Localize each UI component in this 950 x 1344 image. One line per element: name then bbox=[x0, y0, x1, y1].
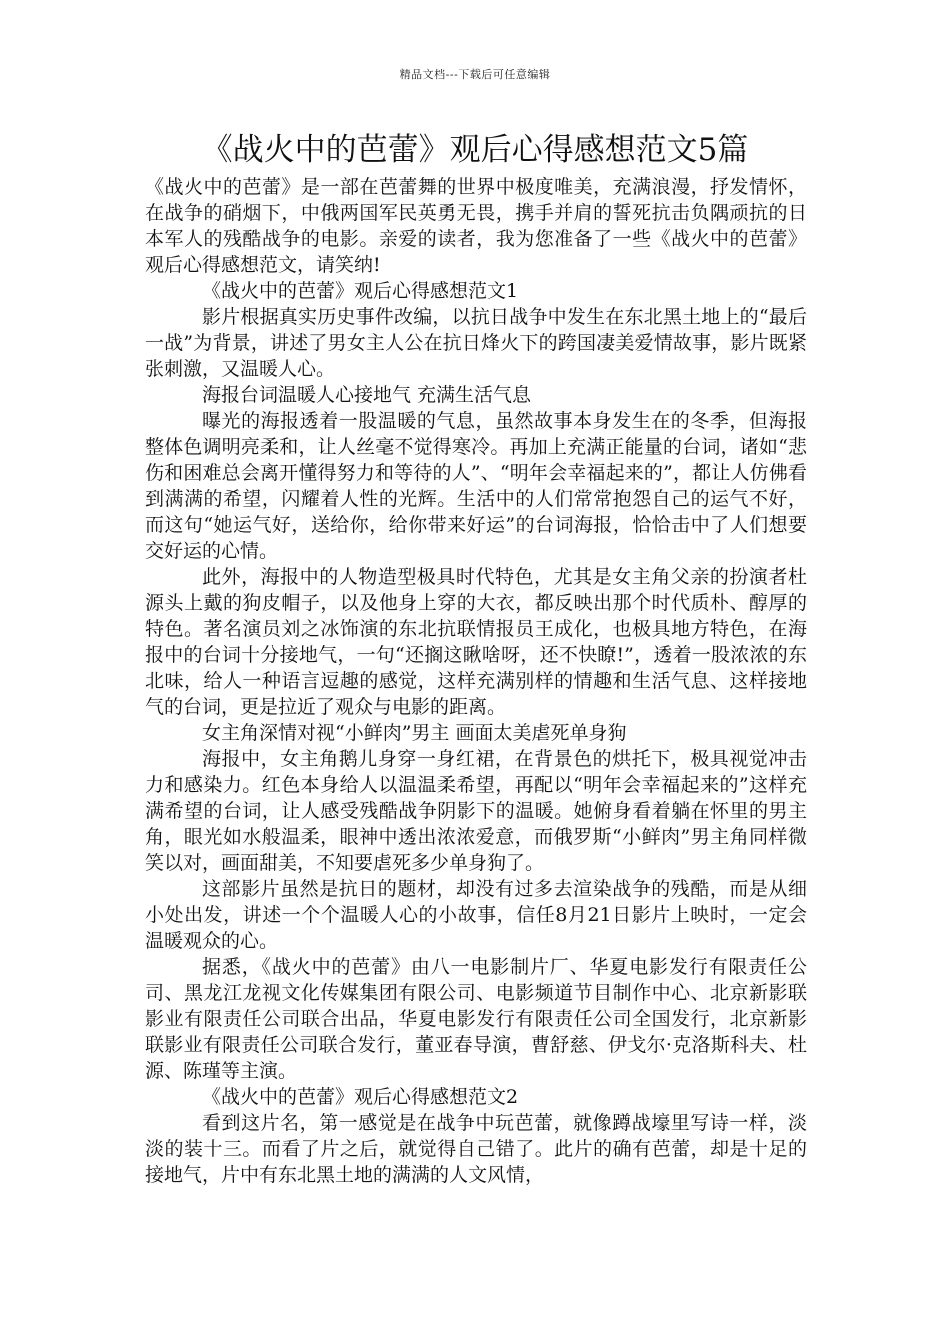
paragraph: 影片根据真实历史事件改编，以抗日战争中发生在东北黑土地上的“最后一战”为背景，讲述了男女主人公在抗日烽火下的跨国凄美爱情故事，影片既紧张刺激，又温暖人心。 bbox=[145, 306, 807, 380]
paragraph: 看到这片名，第一感觉是在战争中玩芭蕾，就像蹲战壕里写诗一样，淡淡的装十三。而看了片之后，就觉得自己错了。此片的确有芭蕾，却是十足的接地气，片中有东北黑土地的满满的人文风情， bbox=[145, 1112, 807, 1186]
paragraph-intro: 《战火中的芭蕾》是一部在芭蕾舞的世界中极度唯美，充满浪漫，抒发情怀，在战争的硝烟下，中俄两国军民英勇无畏，携手并肩的誓死抗击负隅顽抗的日本军人的残酷战争的电影。亲爱的读者，我为您准备了一些《战火中的芭蕾》观后心得感想范文，请笑纳! bbox=[145, 176, 807, 276]
paragraph: 这部影片虽然是抗日的题材，却没有过多去渲染战争的残酷，而是从细小处出发，讲述一个个温暖人心的小故事，信任8月21日影片上映时，一定会温暖观众的心。 bbox=[145, 878, 807, 952]
paragraph: 据悉，《战火中的芭蕾》由八一电影制片厂、华夏电影发行有限责任公司、黑龙江龙视文化传媒集团有限公司、电影频道节目制作中心、北京新影联影业有限责任公司联合出品，华夏电影发行有限责任公司全国发行，北京新影联影业有限责任公司联合发行，董亚春导演，曹舒慈、伊戈尔·克洛斯科夫、杜源、陈瑾等主演。 bbox=[145, 956, 807, 1082]
paragraph: 此外，海报中的人物造型极具时代特色，尤其是女主角父亲的扮演者杜源头上戴的狗皮帽子，以及他身上穿的大衣，都反映出那个时代质朴、醇厚的特色。著名演员刘之冰饰演的东北抗联情报员王成化，也极具地方特色，在海报中的台词十分接地气，一句“还搁这瞅啥呀，还不快瞭!”，透着一股浓浓的东北味，给人一种语言逗趣的感觉，这样充满别样的情趣和生活气息、这样接地气的台词，更是拉近了观众与电影的距离。 bbox=[145, 566, 807, 718]
paragraph: 海报中，女主角鹅儿身穿一身红裙，在背景色的烘托下，极具视觉冲击力和感染力。红色本身给人以温温柔希望，再配以“明年会幸福起来的”这样充满希望的台词，让人感受残酷战争阴影下的温暖。她俯身看着躺在怀里的男主角，眼光如水般温柔，眼神中透出浓浓爱意，而俄罗斯“小鲜肉”男主角同样微笑以对，画面甜美，不知要虐死多少单身狗了。 bbox=[145, 748, 807, 874]
document-body bbox=[145, 174, 807, 1188]
section-heading-2: 《战火中的芭蕾》观后心得感想范文2 bbox=[202, 1086, 519, 1108]
subheading-heroine: 女主角深情对视“小鲜肉”男主 画面太美虐死单身狗 bbox=[202, 722, 627, 744]
paragraph: 曝光的海报透着一股温暖的气息，虽然故事本身发生在的冬季，但海报整体色调明亮柔和，让人丝毫不觉得寒冷。再加上充满正能量的台词，诸如“悲伤和困难总会离开懂得努力和等待的人”、“明年会幸福起来的”，都让人仿佛看到满满的希望，闪耀着人性的光辉。生活中的人们常常抱怨自己的运气不好，而这句“她运气好，送给你，给你带来好运”的台词海报，恰恰击中了人们想要交好运的心情。 bbox=[145, 410, 807, 562]
document-title: 《战火中的芭蕾》观后心得感想范文5篇 bbox=[201, 132, 749, 168]
page-header-note: 精品文档---下载后可任意编辑 bbox=[399, 68, 551, 81]
subheading-poster-lines: 海报台词温暖人心接地气 充满生活气息 bbox=[202, 384, 532, 406]
section-heading-1: 《战火中的芭蕾》观后心得感想范文1 bbox=[202, 280, 519, 302]
